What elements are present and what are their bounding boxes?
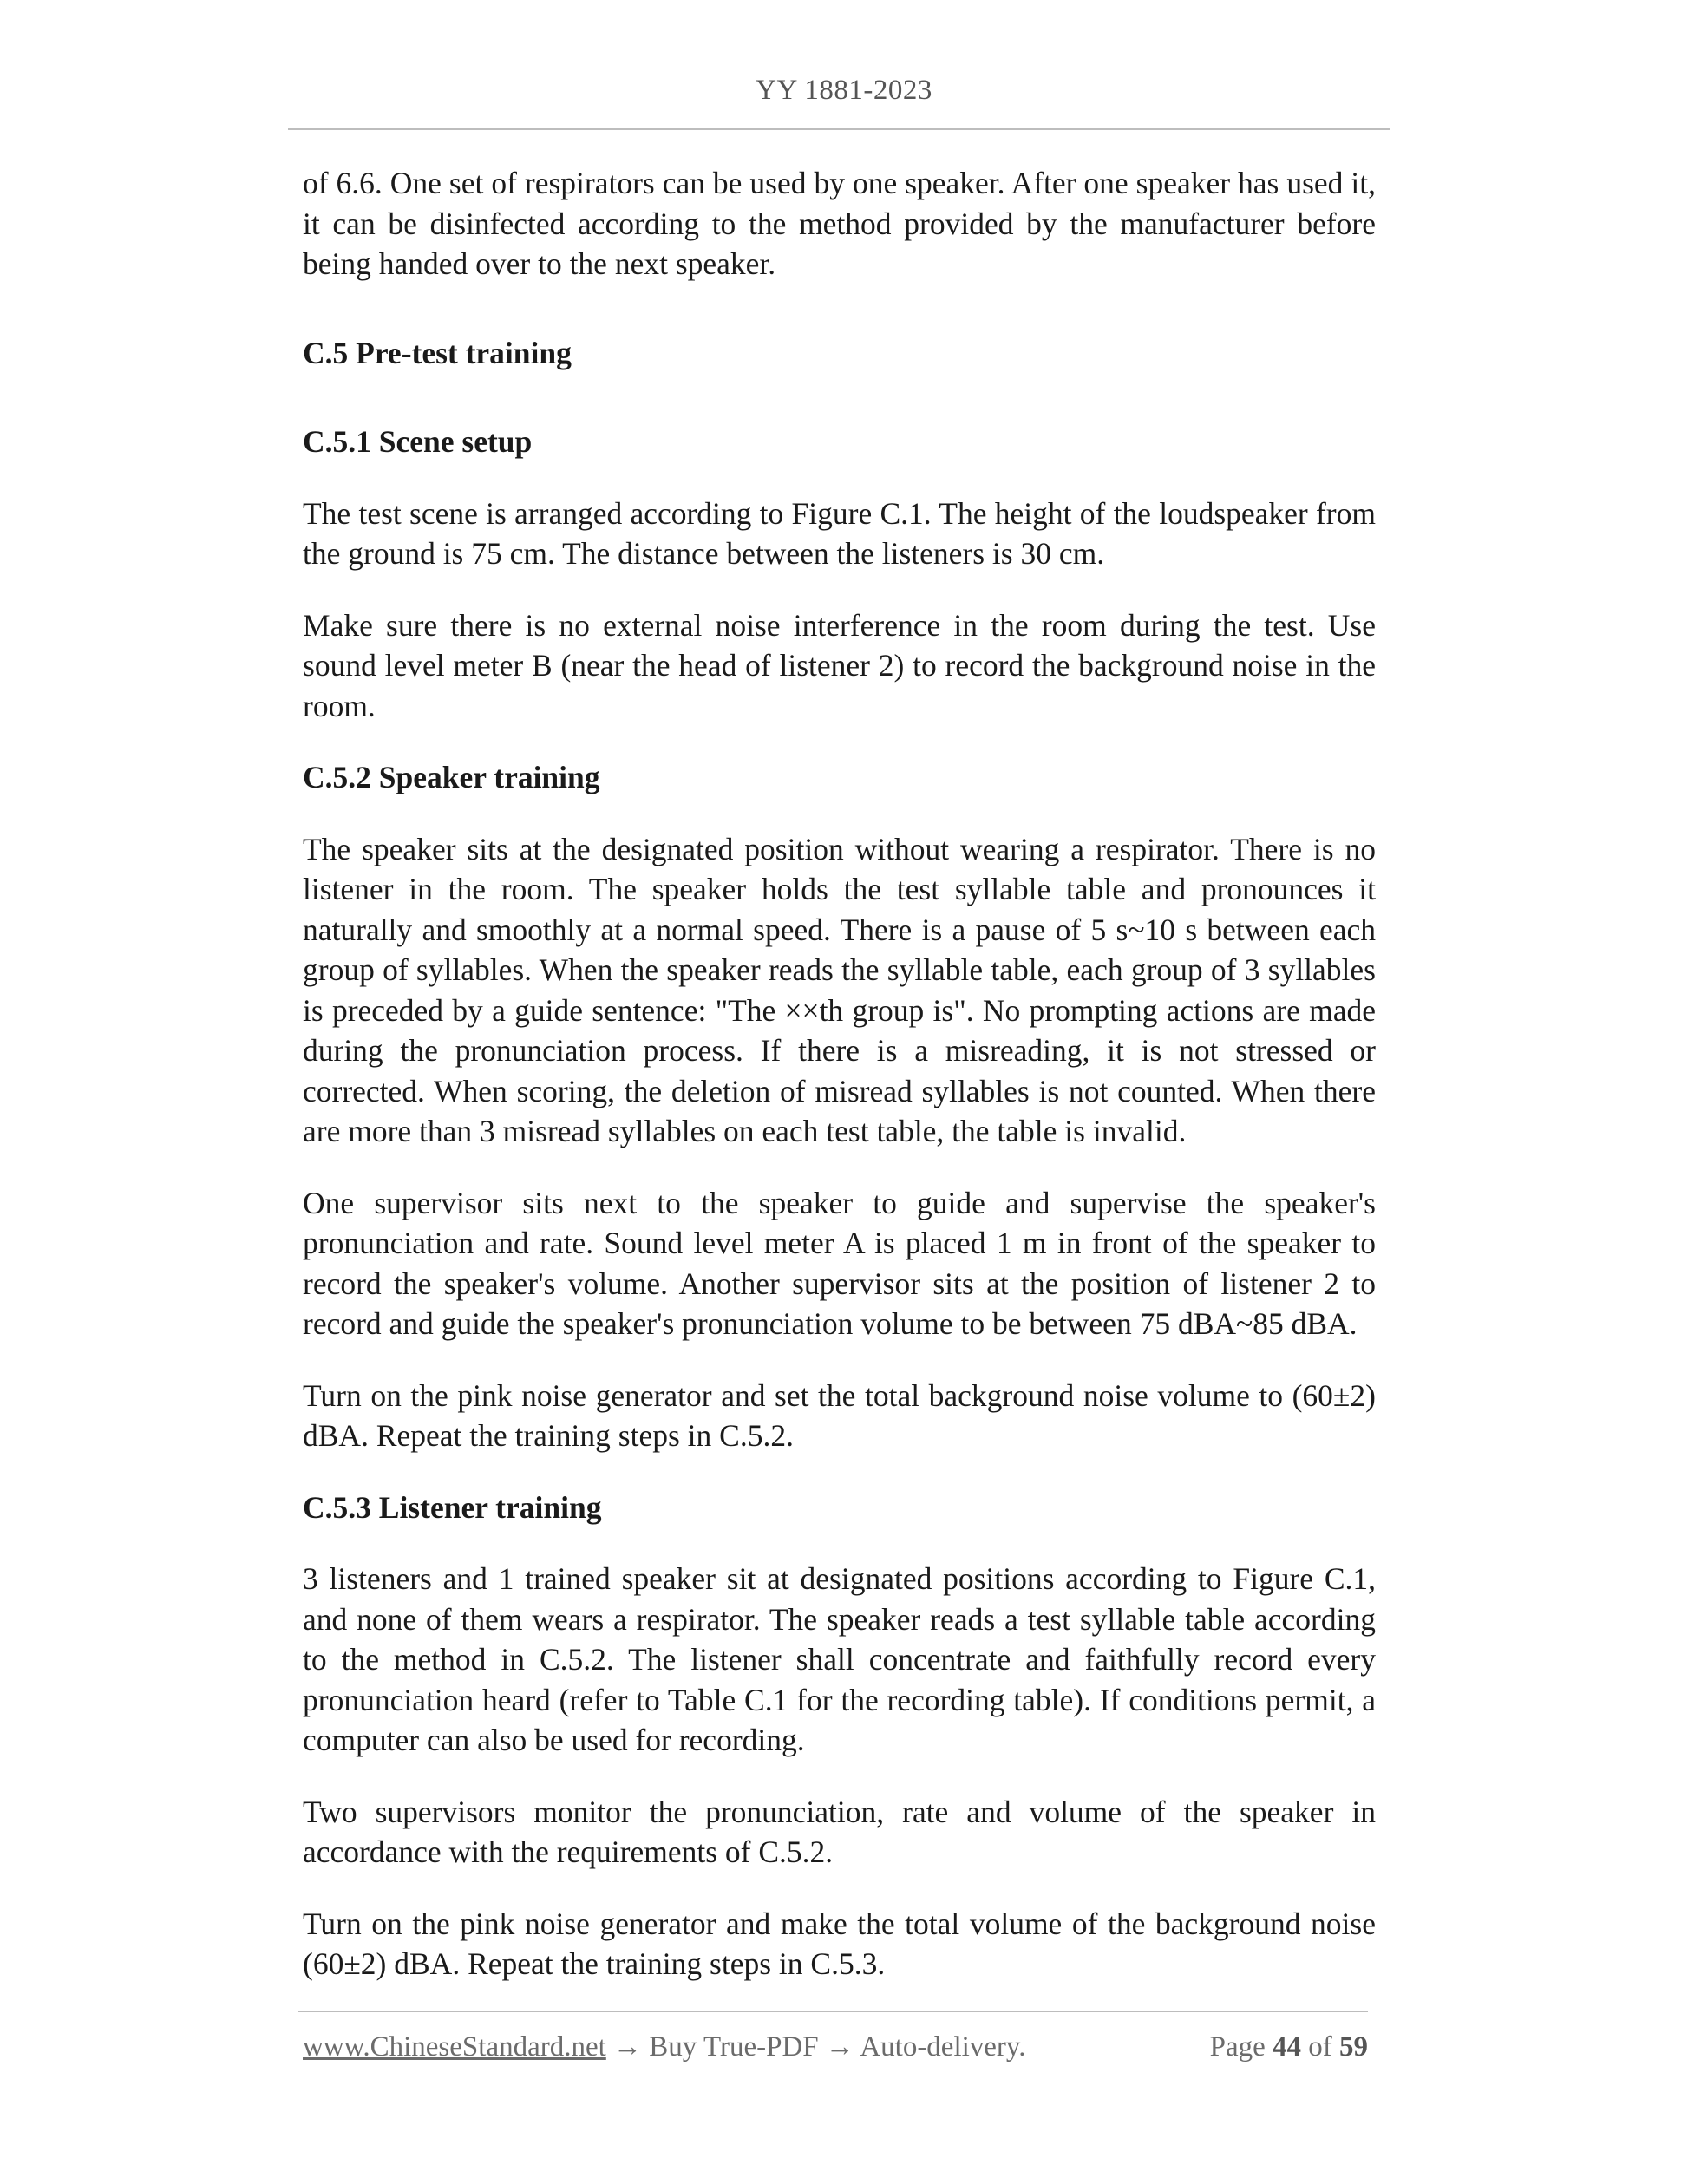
document-body (303, 163, 1376, 2016)
page-header-title: YY 1881-2023 (756, 75, 932, 106)
paragraph-c52-1: The speaker sits at the designated position without wearing a respirator. There is no listener in the room. The speaker holds the test syllable table and pronounces it naturally and smoothly at a normal speed. There is a pause of 5 s~10 s between each group of syllables. When the speaker reads the syllable table, each group of 3 syllables is preceded by a guide sentence: "The ××th group is". No prompting actions are made during the pronunciation process. If there is a misreading, it is not stressed or corrected. When scoring, the deletion of misread syllables is not counted. When there are more than 3 misread syllables on each test table, the table is invalid. (303, 831, 1376, 1148)
paragraph-c51-1: The test scene is arranged according to Figure C.1. The height of the loudspeaker from the ground is 75 cm. The distance between the listeners is 30 cm. (303, 495, 1376, 571)
page-number (1210, 2031, 1368, 2063)
paragraph-c53-3: Turn on the pink noise generator and make the total volume of the background noise (60±2) dBA. Repeat the training steps in C.5.3. (303, 1906, 1376, 1981)
website-link[interactable]: www.ChineseStandard.net (303, 2031, 606, 2063)
buy-pdf-text: Buy True-PDF (649, 2031, 819, 2063)
paragraph-c52-2: One supervisor sits next to the speaker to guide and supervise the speaker's pronunciation and rate. Sound level meter A is placed 1 m in front of the speaker to record the speaker's volume. Another supervisor sits at the position of listener 2 to record and guide the speaker's pronunciation volume to be between 75 dBA~85 dBA. (303, 1185, 1376, 1341)
footer-promo (303, 2031, 1026, 2063)
paragraph-c51-2: Make sure there is no external noise interference in the room during the test. Use sound level meter B (near the head of listener 2) to record the background noise in the room. (303, 607, 1376, 723)
page-label: Page (1209, 2031, 1266, 2063)
header-divider (288, 128, 1390, 130)
arrow-right-icon: → (613, 2031, 643, 2063)
section-heading-c51: C.5.1 Scene setup (303, 424, 533, 459)
section-heading-c5: C.5 Pre-test training (303, 335, 572, 370)
current-page: 44 (1273, 2031, 1301, 2063)
of-label: of (1308, 2031, 1332, 2063)
paragraph-c53-2: Two supervisors monitor the pronunciation, rate and volume of the speaker in accordance with the requirements of C.5.2. (303, 1794, 1376, 1869)
section-heading-c53: C.5.3 Listener training (303, 1489, 602, 1525)
paragraph-c53-1: 3 listeners and 1 trained speaker sit at designated positions according to Figure C.1, and none of them wears a respirator. The speaker reads a test syllable table according to the method in C.5.2. The listener shall concentrate and faithfully record every pronunciation heard (refer to Table C.1 for the recording table). If conditions permit, a computer can also be used for recording. (303, 1561, 1376, 1757)
paragraph-c52-3: Turn on the pink noise generator and set the total background noise volume to (60±2) dBA. Repeat the training steps in C.5.2. (303, 1377, 1376, 1453)
total-pages: 59 (1339, 2031, 1368, 2063)
footer-divider (298, 2011, 1368, 2012)
section-heading-c52: C.5.2 Speaker training (303, 760, 600, 794)
auto-delivery-text: Auto-delivery. (860, 2031, 1026, 2063)
arrow-right-icon: → (825, 2031, 854, 2063)
paragraph-intro: of 6.6. One set of respirators can be used by one speaker. After one speaker has used it, it can be disinfected according to the method provided by the manufacturer before being handed over to the next speaker. (303, 166, 1376, 281)
